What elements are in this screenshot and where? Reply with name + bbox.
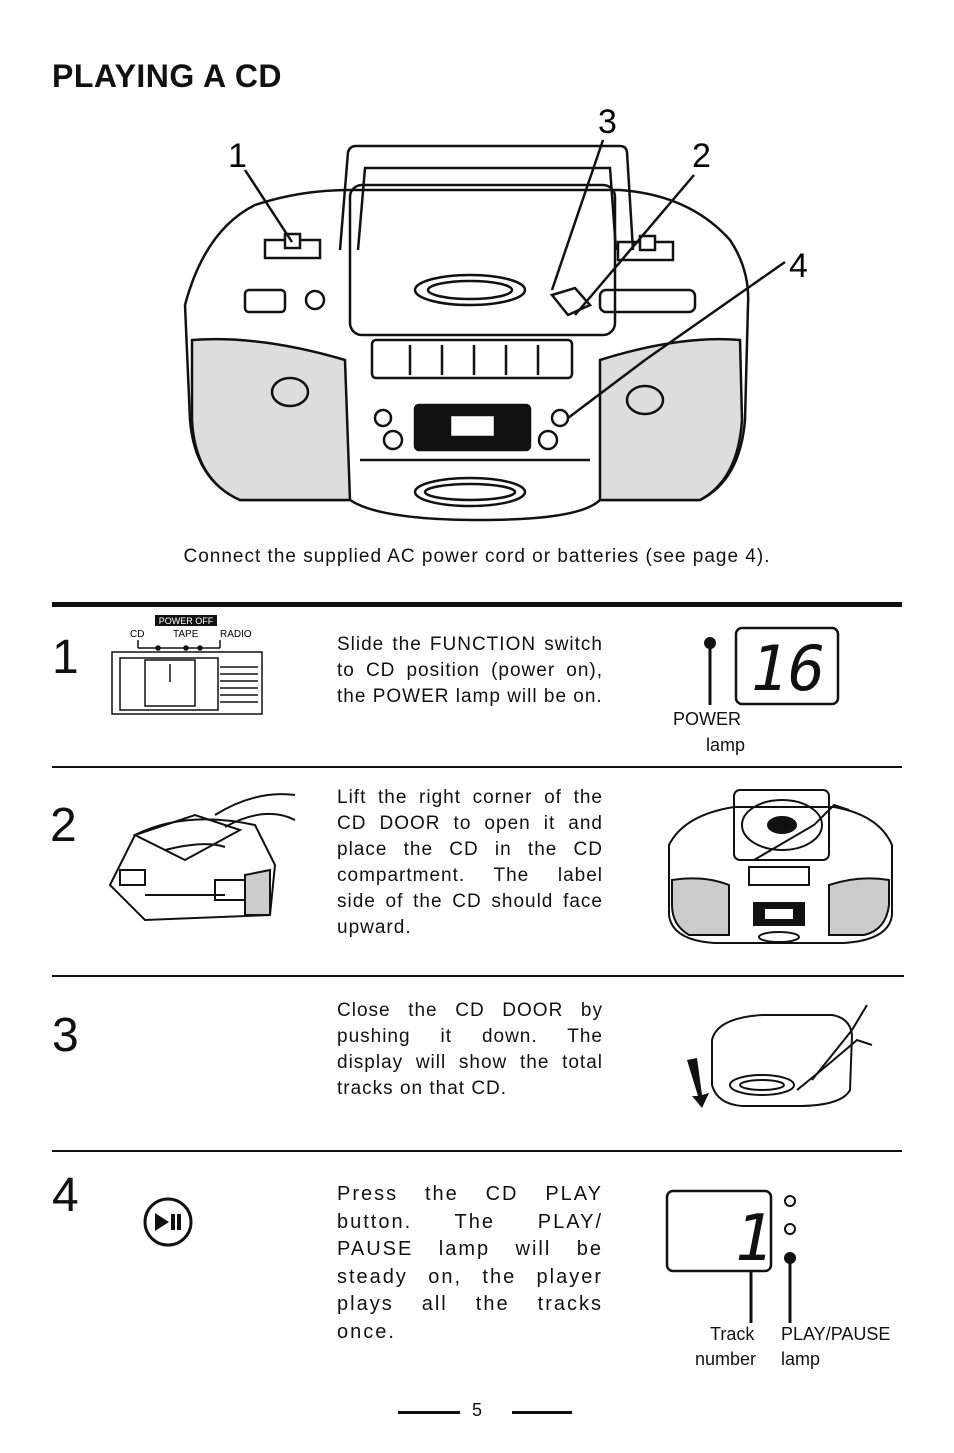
divider-3 <box>52 1150 902 1152</box>
callout-1: 1 <box>228 137 247 175</box>
svg-text:POWER OFF: POWER OFF <box>158 616 214 626</box>
step-1-text: Slide the FUNCTION switch to CD position (power on), the POWER lamp will be on. <box>337 634 603 707</box>
boombox-diagram <box>0 0 954 540</box>
close-cd-door-illustration <box>682 1000 874 1110</box>
callout-4: 4 <box>789 247 808 285</box>
divider-1 <box>52 766 902 768</box>
cd-placed-illustration <box>664 785 896 950</box>
step-3-number: 3 <box>52 1009 79 1062</box>
step-2-number: 2 <box>50 799 77 852</box>
track-count-display: 16 <box>750 632 826 705</box>
svg-text:RADIO: RADIO <box>220 629 252 640</box>
track-label-line1: Track <box>710 1324 755 1344</box>
open-cd-door-illustration <box>105 785 300 925</box>
track-label-line2: number <box>695 1349 757 1369</box>
power-label-line1: POWER <box>673 709 742 729</box>
divider-2 <box>52 975 904 977</box>
page-title: PLAYING A CD <box>52 58 283 94</box>
play-pause-label-line1: PLAY/PAUSE <box>781 1324 891 1344</box>
play-pause-label-line2: lamp <box>781 1349 821 1369</box>
track-number-value: 1 <box>734 1202 774 1276</box>
power-lamp-display <box>700 625 845 710</box>
step-4-number: 4 <box>52 1169 79 1222</box>
step-3-text: Close the CD DOOR by pushing it down. The display will show the total tracks on that CD. <box>337 1000 603 1099</box>
play-pause-button-icon <box>142 1196 194 1248</box>
page-number-rule-right <box>512 1411 572 1414</box>
step-1-number: 1 <box>52 631 79 684</box>
step-4-text: Press the CD PLAY button. The PLAY/ PAUSE lamp will be steady on, the player plays all the tracks once. <box>337 1183 603 1343</box>
callout-3: 3 <box>598 103 617 141</box>
callout-2: 2 <box>692 137 711 175</box>
function-switch-illustration <box>100 612 270 722</box>
svg-text:CD: CD <box>130 629 145 640</box>
track-number-display <box>664 1188 804 1323</box>
page-number: 5 <box>471 1400 482 1420</box>
intro-caption: Connect the supplied AC power cord or batteries (see page 4). <box>183 546 771 567</box>
step-2-text: Lift the right corner of the CD DOOR to open it and place the CD in the CD compartment. The label side of the CD should face upward. <box>337 787 603 938</box>
power-label-line2: lamp <box>706 735 746 755</box>
divider-top <box>52 602 902 607</box>
svg-text:TAPE: TAPE <box>173 629 199 640</box>
